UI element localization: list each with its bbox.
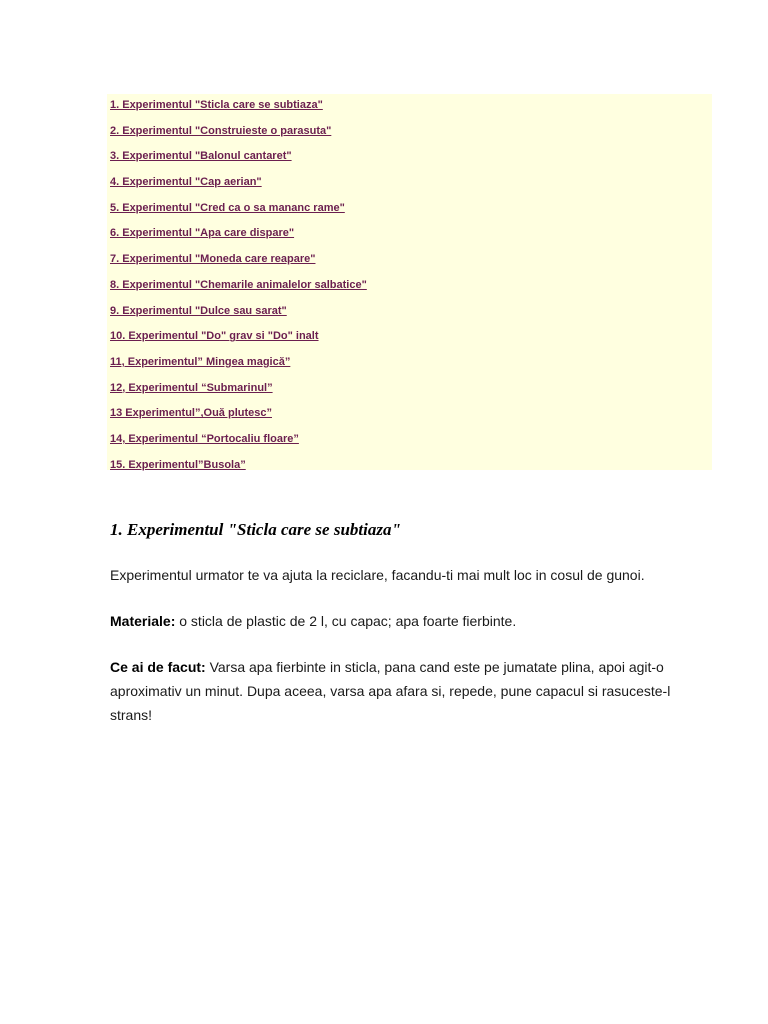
toc-link-experiment-5[interactable]: 5. Experimentul "Cred ca o sa mananc rame" — [110, 201, 345, 214]
toc-link-experiment-9[interactable]: 9. Experimentul "Dulce sau sarat" — [110, 304, 287, 317]
toc-link-experiment-12[interactable]: 12, Experimentul “Submarinul” — [110, 381, 273, 394]
toc-link-experiment-7[interactable]: 7. Experimentul "Moneda care reapare" — [110, 253, 316, 266]
toc-link-experiment-11[interactable]: 11, Experimentul” Mingea magică” — [110, 355, 291, 368]
toc-link-experiment-1[interactable]: 1. Experimentul "Sticla care se subtiaza" — [110, 99, 323, 111]
section-heading: 1. Experimentul "Sticla care se subtiaza" — [110, 520, 401, 539]
toc-link-experiment-4[interactable]: 4. Experimentul "Cap aerian" — [110, 176, 262, 189]
toc-link-experiment-8[interactable]: 8. Experimentul "Chemarile animalelor salbatice" — [110, 278, 367, 291]
toc-link-experiment-3[interactable]: 3. Experimentul "Balonul cantaret" — [110, 150, 292, 163]
table-of-contents — [107, 94, 712, 470]
intro-paragraph: Experimentul urmator te va ajuta la reciclare, facandu-ti mai mult loc in cosul de gunoi. — [110, 567, 645, 583]
steps-paragraph — [110, 655, 710, 727]
materials-paragraph — [110, 609, 710, 633]
toc-link-experiment-15[interactable]: 15. Experimentul”Busola” — [110, 458, 246, 471]
toc-link-experiment-13[interactable]: 13 Experimentul”,Ouă plutesc” — [110, 407, 272, 420]
toc-link-experiment-2[interactable]: 2. Experimentul "Construieste o parasuta" — [110, 124, 332, 137]
toc-link-experiment-10[interactable]: 10. Experimentul "Do" grav si "Do" inalt — [110, 330, 319, 343]
steps-text: Varsa apa fierbinte in sticla, pana cand este pe jumatate plina, apoi agit-o aproximativ un minut. Dupa aceea, varsa apa afara si, repede, pune capacul si rasuceste-l strans! — [110, 659, 671, 723]
materials-label: Materiale: — [110, 613, 176, 629]
toc-link-experiment-6[interactable]: 6. Experimentul "Apa care dispare" — [110, 227, 295, 240]
toc-link-experiment-14[interactable]: 14, Experimentul “Portocaliu floare” — [110, 432, 299, 445]
materials-text: o sticla de plastic de 2 l, cu capac; apa foarte fierbinte. — [175, 613, 517, 629]
steps-label: Ce ai de facut: — [110, 659, 206, 675]
